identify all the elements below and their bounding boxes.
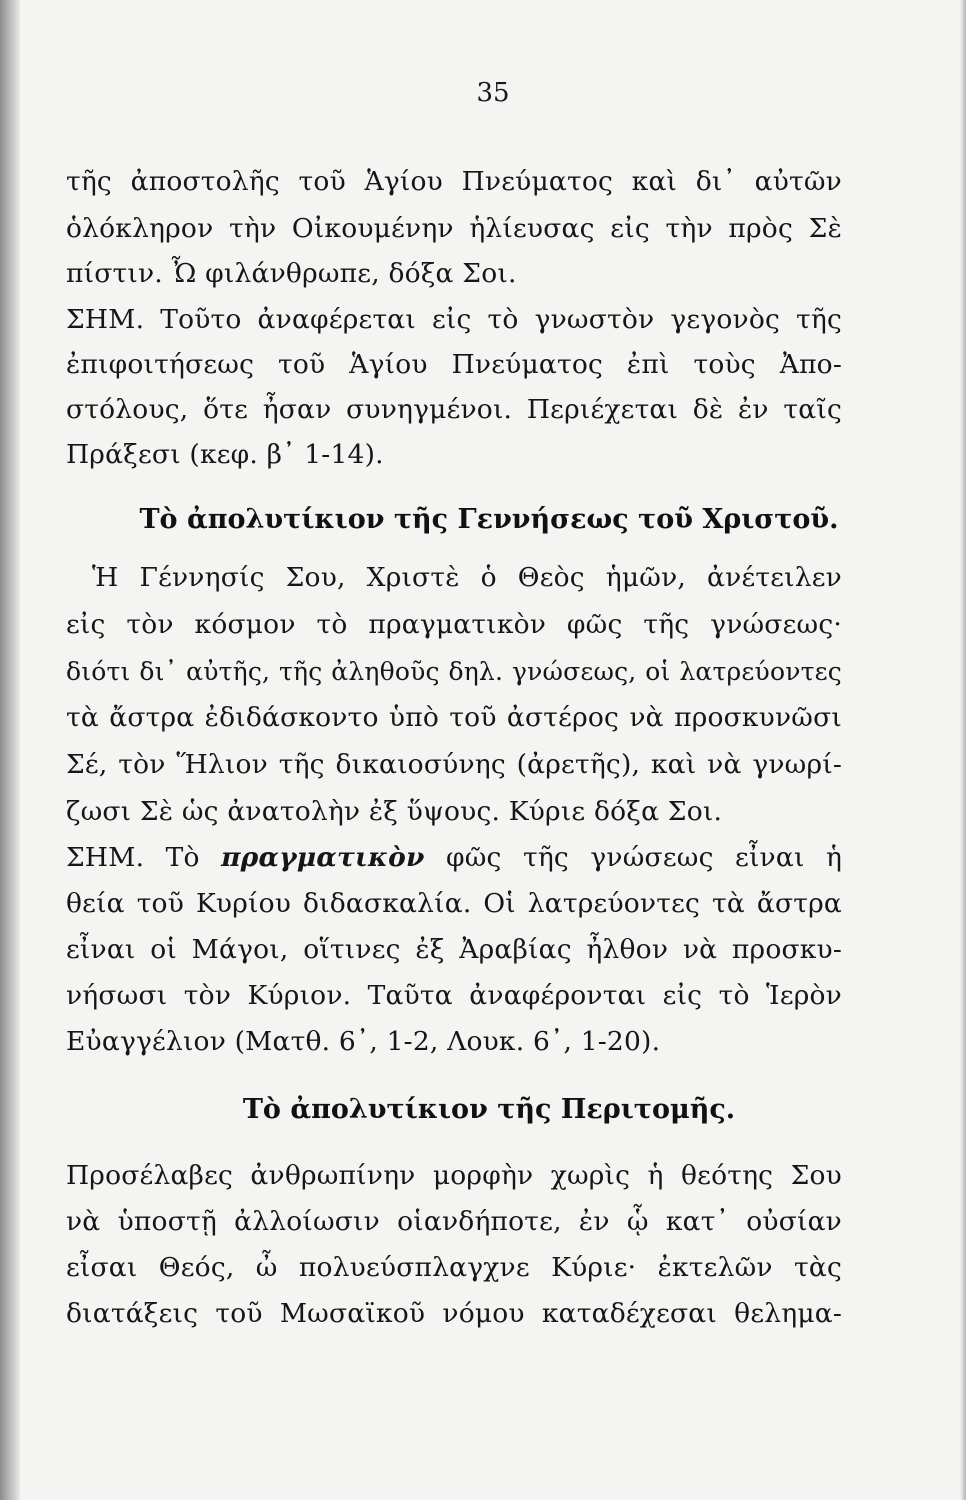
note-line: στόλους, ὅτε ἦσαν συνηγμένοι. Περιέχεται δὲ ἐν ταῖς bbox=[66, 394, 842, 425]
note-line: ἐπιφοιτήσεως τοῦ Ἁγίου Πνεύματος ἐπὶ τοὺς Ἀπο- bbox=[66, 349, 842, 380]
text-line: Σέ, τὸν Ἥλιον τῆς δικαιοσύνης (ἀρετῆς), καὶ νὰ γνωρί- bbox=[66, 749, 842, 780]
page-edge bbox=[960, 0, 966, 1500]
text-line: τὰ ἄστρα ἐδιδάσκοντο ὑπὸ τοῦ ἀστέρος νὰ προσκυνῶσι bbox=[66, 702, 842, 733]
note-line: εἶναι οἱ Μάγοι, οἵτινες ἐξ Ἀραβίας ἦλθον νὰ προσκυ- bbox=[66, 934, 842, 965]
note-rest: φῶς τῆς γνώσεως εἶναι ἡ bbox=[445, 842, 843, 873]
emphasized-word: πραγματικὸν bbox=[221, 842, 425, 873]
note-line: θεία τοῦ Κυρίου διδασκαλία. Οἱ λατρεύοντες τὰ ἄστρα bbox=[66, 888, 842, 919]
note-line: νήσωσι τὸν Κύριον. Ταῦτα ἀναφέρονται εἰς τὸ Ἱερὸν bbox=[66, 980, 842, 1011]
page-number: 35 bbox=[476, 78, 510, 108]
text-line: Ἡ Γέννησίς Σου, Χριστὲ ὁ Θεὸς ἡμῶν, ἀνέτειλεν bbox=[92, 562, 842, 593]
text-line: εἰς τὸν κόσμον τὸ πραγματικὸν φῶς τῆς γνώσεως· bbox=[66, 609, 842, 640]
text-line: πίστιν. Ὦ φιλάνθρωπε, δόξα Σοι. bbox=[66, 258, 517, 289]
note-line: Πράξεσι (κεφ. β᾽ 1-14). bbox=[66, 439, 384, 470]
text-line: ὁλόκληρον τὴν Οἰκουμένην ἡλίευσας εἰς τὴν πρὸς Σὲ bbox=[66, 213, 842, 244]
text-line: εἶσαι Θεός, ὦ πολυεύσπλαγχνε Κύριε· ἐκτελῶν τὰς bbox=[66, 1252, 842, 1283]
binding-shadow bbox=[0, 0, 20, 1500]
section-heading: Τὸ ἀπολυτίκιον τῆς Περιτομῆς. bbox=[242, 1094, 736, 1125]
note-line: Εὐαγγέλιον (Ματθ. 6᾽, 1-2, Λουκ. 6᾽, 1-20). bbox=[66, 1026, 661, 1057]
text-line: ζωσι Σὲ ὡς ἀνατολὴν ἐξ ὕψους. Κύριε δόξα Σοι. bbox=[66, 796, 723, 827]
note-line: ΣΗΜ. Τοῦτο ἀναφέρεται εἰς τὸ γνωστὸν γεγονὸς τῆς bbox=[66, 304, 842, 335]
text-line: διότι δι᾽ αὐτῆς, τῆς ἀληθοῦς δηλ. γνώσεως, οἱ λατρεύοντες bbox=[66, 657, 842, 686]
section-heading: Τὸ ἀπολυτίκιον τῆς Γεννήσεως τοῦ Χριστοῦ. bbox=[139, 504, 839, 535]
text-line: διατάξεις τοῦ Μωσαϊκοῦ νόμου καταδέχεσαι θελημα- bbox=[66, 1298, 842, 1329]
text-line: νὰ ὑποστῇ ἀλλοίωσιν οἱανδήποτε, ἐν ᾧ κατ᾽ οὐσίαν bbox=[66, 1206, 842, 1237]
text-line: Προσέλαβες ἀνθρωπίνην μορφὴν χωρὶς ἡ θεότης Σου bbox=[66, 1160, 842, 1191]
note-prefix: ΣΗΜ. Τὸ bbox=[66, 842, 200, 873]
note-line bbox=[66, 840, 842, 876]
text-line: τῆς ἀποστολῆς τοῦ Ἁγίου Πνεύματος καὶ δι᾽ αὐτῶν bbox=[66, 166, 842, 197]
